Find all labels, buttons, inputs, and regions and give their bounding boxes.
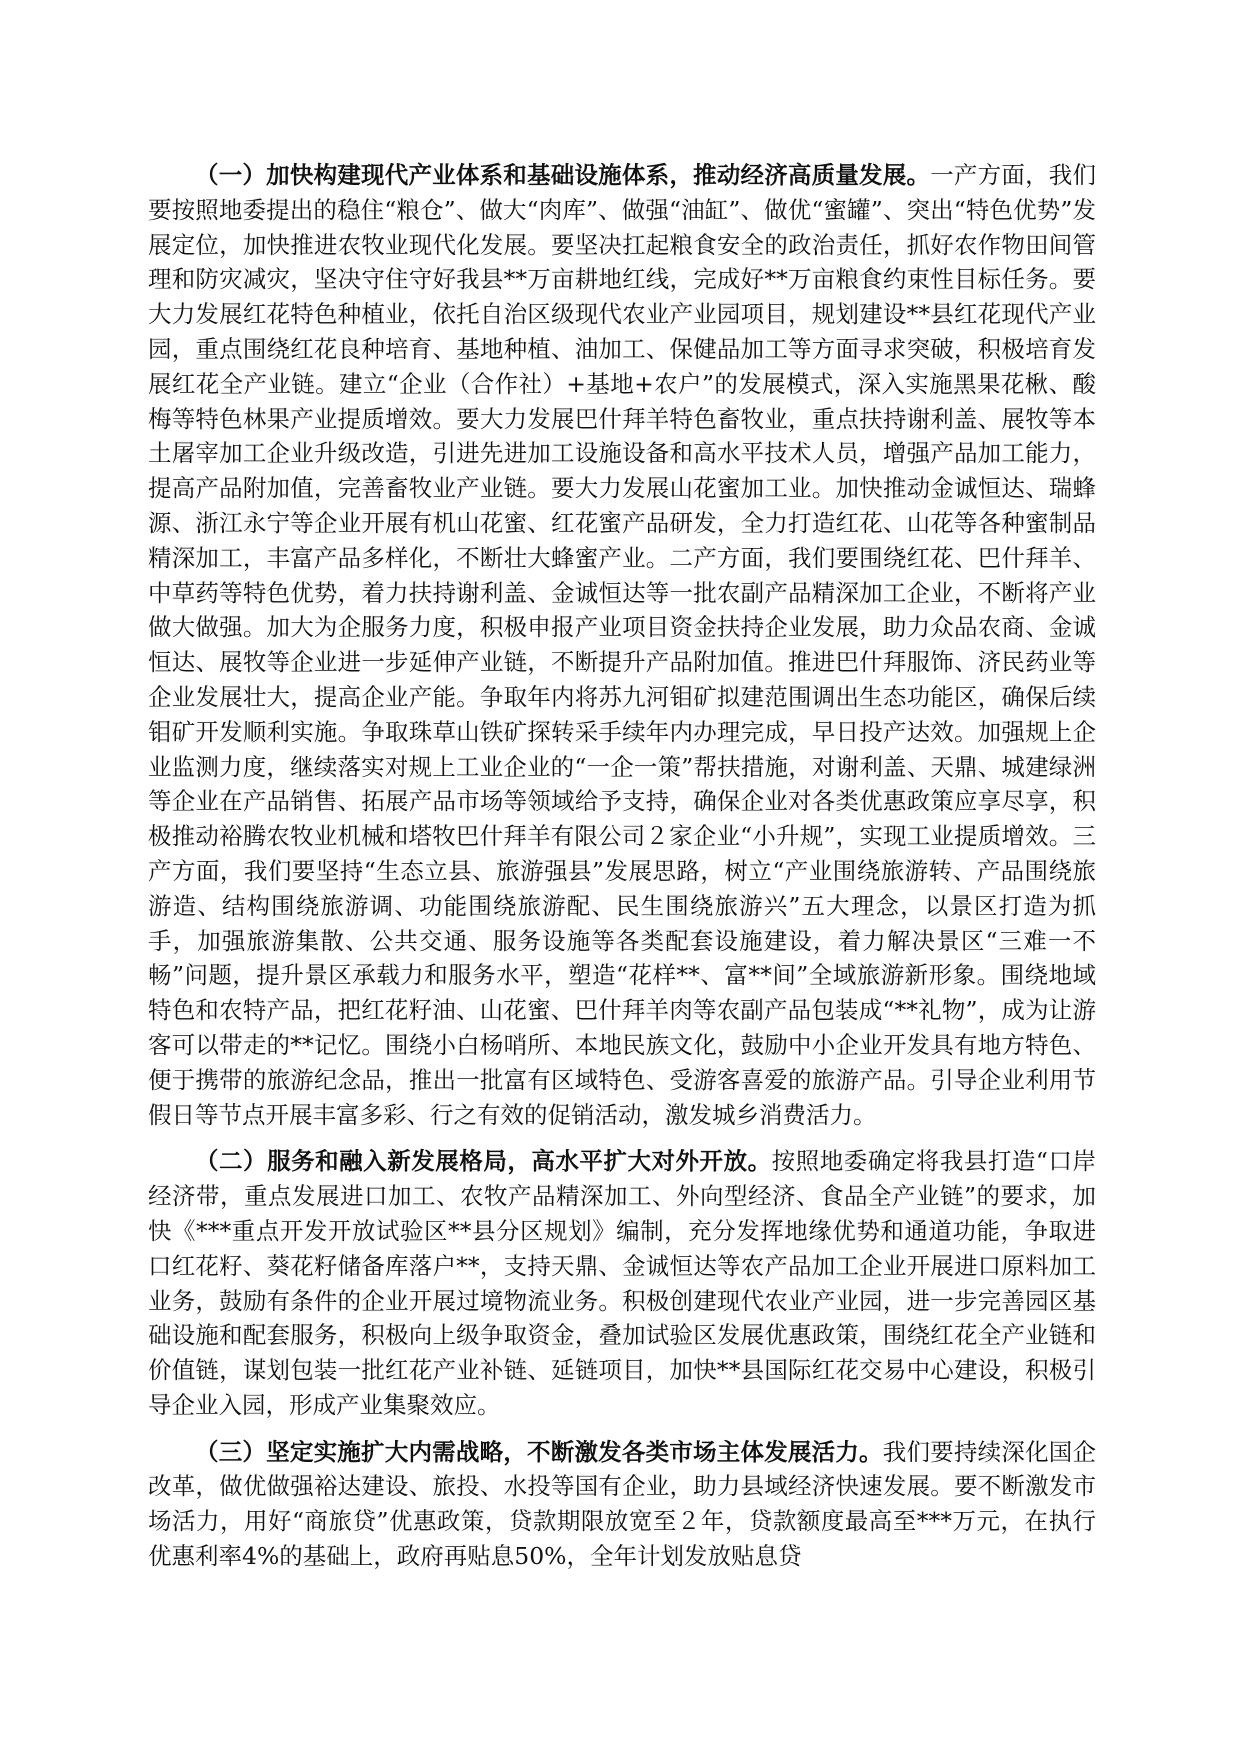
document-body xyxy=(148,158,1096,1586)
paragraph-2-heading: （二）服务和融入新发展格局，高水平扩大对外开放。 xyxy=(195,1147,772,1176)
paragraph-3-heading: （三）坚定实施扩大内需战略，不断激发各类市场主体发展活力。 xyxy=(195,1437,883,1466)
paragraph-1 xyxy=(148,158,1096,1132)
paragraph-3-text: 我们要持续深化国企改革，做优做强裕达建设、旅投、水投等国有企业，助力县域经济快速发展。要不断激发市场活力，用好“商旅贷”优惠政策，贷款期限放宽至２年，贷款额度最高至***万元，在执行优惠利率4%的基础上，政府再贴息50%，全年计划发放贴息贷 xyxy=(148,1437,1097,1571)
paragraph-2-text: 按照地委确定将我县打造“口岸经济带，重点发展进口加工、农牧产品精深加工、外向型经济、食品全产业链”的要求，加快《***重点开发开放试验区**县分区规划》编制，充分发挥地缘优势和通道功能，争取进口红花籽、葵花籽储备库落户**，支持天鼎、金诚恒达等农产品加工企业开展进口原料加工业务，鼓励有条件的企业开展过境物流业务。积极创建现代农业产业园，进一步完善园区基础设施和配套服务，积极向上级争取资金，叠加试验区发展优惠政策，围绕红花全产业链和价值链，谋划包装一批红花产业补链、延链项目，加快**县国际红花交易中心建设，积极引导企业入园，形成产业集聚效应。 xyxy=(148,1147,1097,1419)
paragraph-1-text: 一产方面，我们要按照地委提出的稳住“粮仓”、做大“肉库”、做强“油缸”、做优“蜜罐”、突出“特色优势”发展定位，加快推进农牧业现代化发展。要坚决扛起粮食安全的政治责任，抓好农作物田间管理和防灾减灾，坚决守住守好我县**万亩耕地红线，完成好**万亩粮食约束性目标任务。要大力发展红花特色种植业，依托自治区级现代农业产业园项目，规划建设**县红花现代产业园，重点围绕红花良种培育、基地种植、油加工、保健品加工等方面寻求突破，积极培育发展红花全产业链。建立“企业（合作社）+基地+农户”的发展模式，深入实施黑果花楸、酸梅等特色林果产业提质增效。要大力发展巴什拜羊特色畜牧业，重点扶持谢利盖、展牧等本土屠宰加工企业升级改造，引进先进加工设施设备和高水平技术人员，增强产品加工能力，提高产品附加值，完善畜牧业产业链。要大力发展山花蜜加工业。加快推动金诚恒达、瑞蜂源、浙江永宁等企业开展有机山花蜜、红花蜜产品研发，全力打造红花、山花等各种蜜制品精深加工，丰富产品多样化，不断壮大蜂蜜产业。二产方面，我们要围绕红花、巴什拜羊、中草药等特色优势，着力扶持谢利盖、金诚恒达等一批农副产品精深加工企业，不断将产业做大做强。加大为企服务力度，积极申报产业项目资金扶持企业发展，助力众品农商、金诚恒达、展牧等企业进一步延伸产业链，不断提升产品附加值。推进巴什拜服饰、济民药业等企业发展壮大，提高企业产能。争取年内将苏九河钼矿拟建范围调出生态功能区，确保后续钼矿开发顺利实施。争取珠草山铁矿探转采手续年内办理完成，早日投产达效。加强规上企业监测力度，继续落实对规上工业企业的“一企一策”帮扶措施，对谢利盖、天鼎、城建绿洲等企业在产品销售、拓展产品市场等领域给予支持，确保企业对各类优惠政策应享尽享，积极推动裕腾农牧业机械和塔牧巴什拜羊有限公司２家企业“小升规”，实现工业提质增效。三产方面，我们要坚持“生态立县、旅游强县”发展思路，树立“产业围绕旅游转、产品围绕旅游造、结构围绕旅游调、功能围绕旅游配、民生围绕旅游兴”五大理念，以景区打造为抓手，加强旅游集散、公共交通、服务设施等各类配套设施建设，着力解决景区“三难一不畅”问题，提升景区承载力和服务水平，塑造“花样**、富**间”全域旅游新形象。围绕地域特色和农特产品，把红花籽油、山花蜜、巴什拜羊肉等农副产品包装成“**礼物”，成为让游客可以带走的**记忆。围绕小白杨哨所、本地民族文化，鼓励中小企业开发具有地方特色、便于携带的旅游纪念品，推出一批富有区域特色、受游客喜爱的旅游产品。引导企业利用节假日等节点开展丰富多彩、行之有效的促销活动，激发城乡消费活力。 xyxy=(148,161,1097,1129)
paragraph-3 xyxy=(148,1435,1096,1574)
paragraph-2 xyxy=(148,1144,1096,1422)
paragraph-1-heading: （一）加快构建现代产业体系和基础设施体系，推动经济高质量发展。 xyxy=(195,161,931,189)
